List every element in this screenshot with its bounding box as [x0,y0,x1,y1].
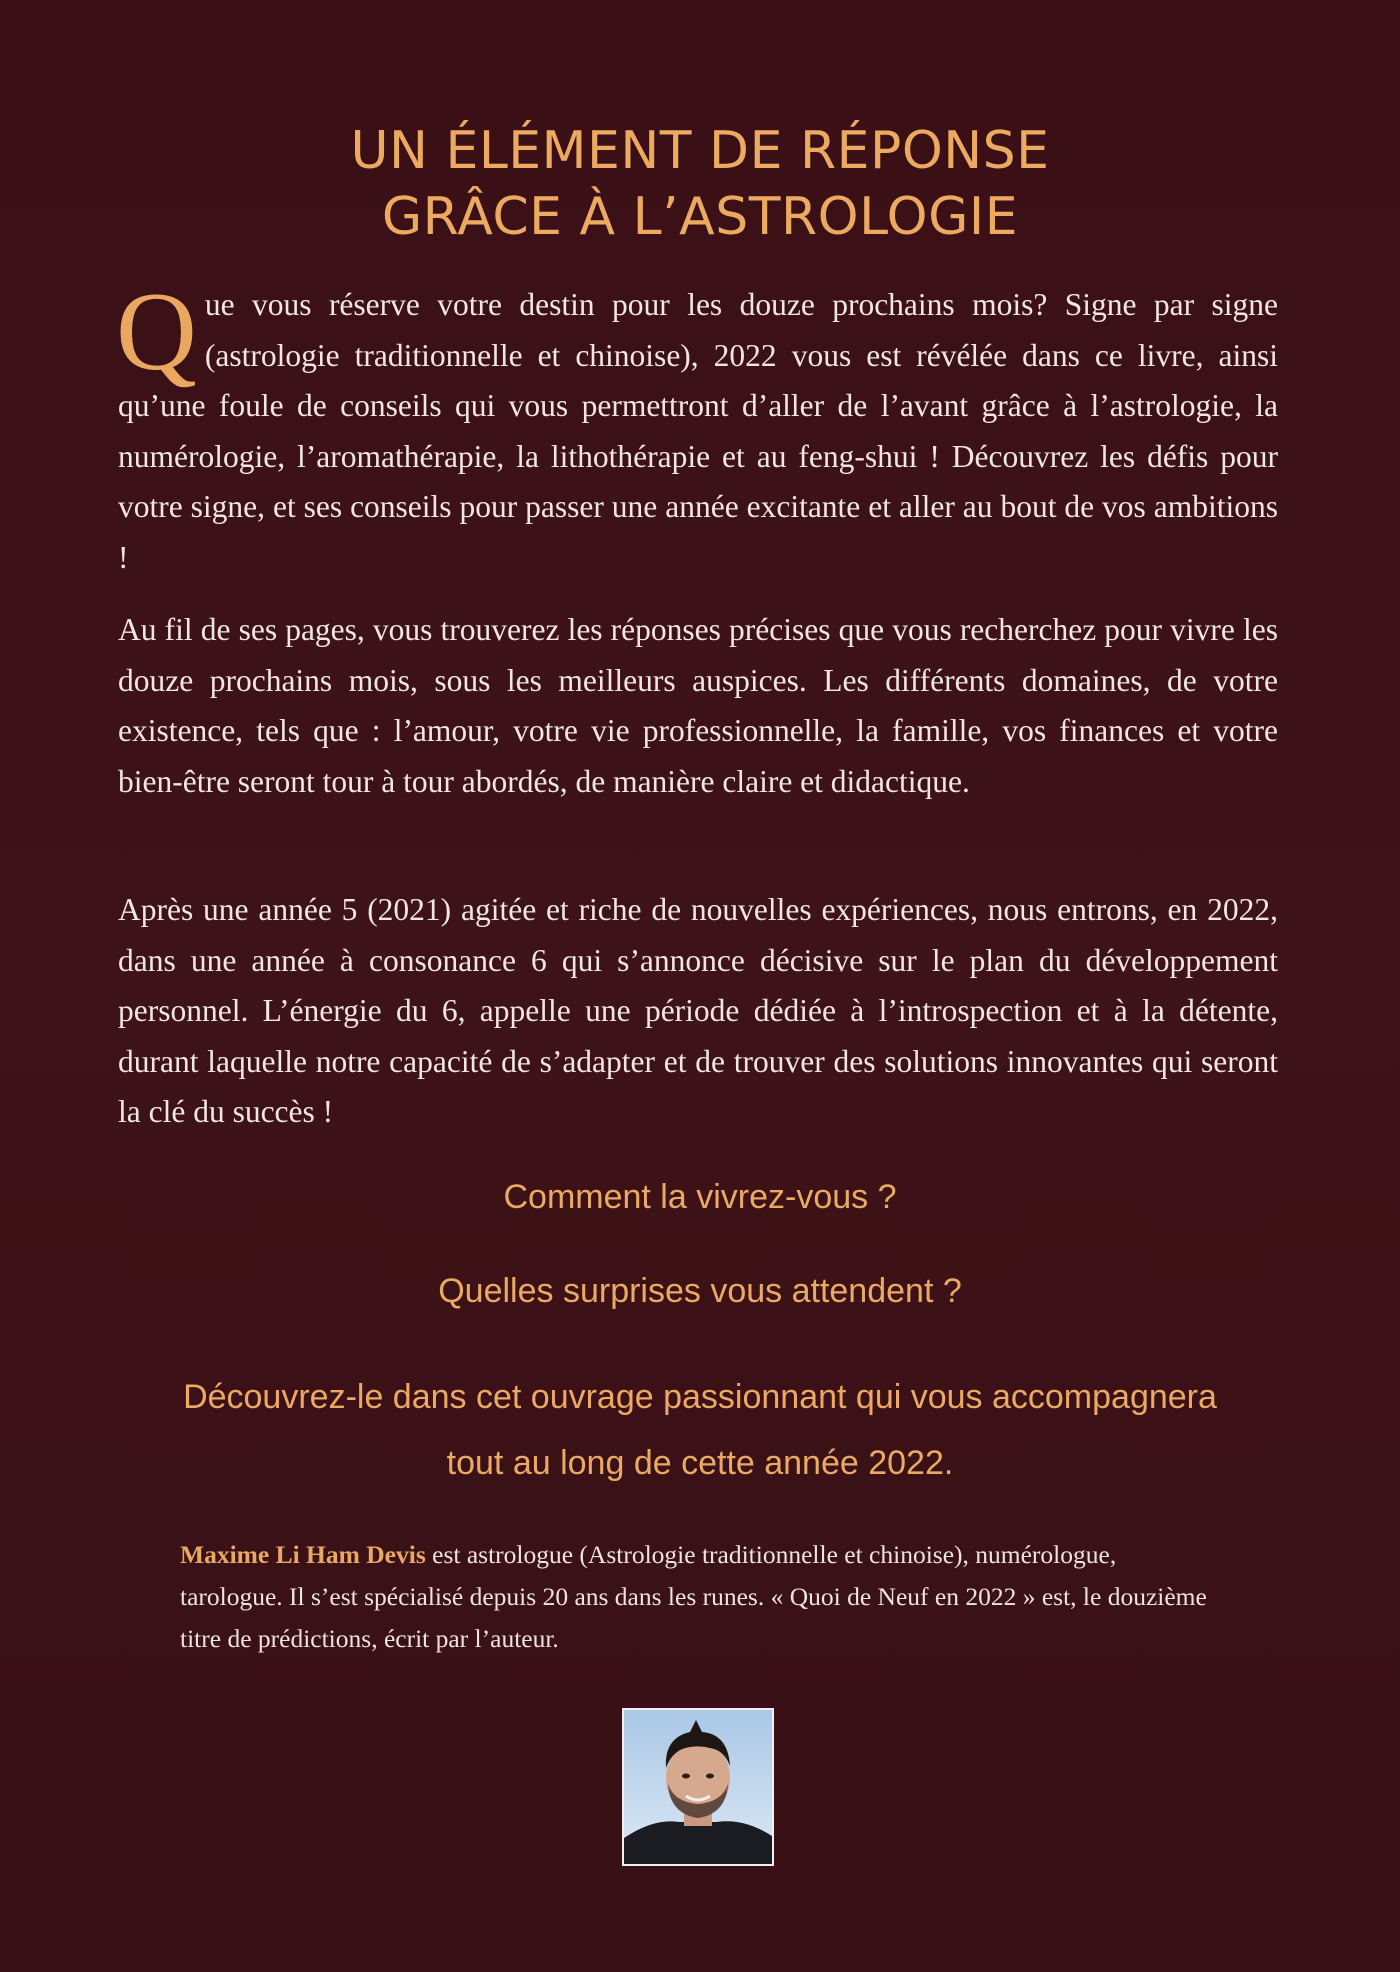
page-title [0,118,1400,250]
title-line-1: UN ÉLÉMENT DE RÉPONSE [350,121,1050,181]
callout-question-2: Quelles surprises vous attendent ? [438,1272,962,1310]
intro-paragraph [116,270,1278,583]
second-paragraph: Au fil de ses pages, vous trouverez les réponses précises que vous recherchez pour vivre les douze prochains mois, sous les meilleurs auspices. Les différents domaines, de votre existence, tels que : l’amour, votre vie professionnelle, la famille, vos finances et votre bien-être seront tour à tour abordés, de manière claire et didactique. [118,612,1278,799]
third-paragraph: Après une année 5 (2021) agitée et riche de nouvelles expériences, nous entrons, en 2022, dans une année à consonance 6 qui s’annonce décisive sur le plan du développement personnel. L’énergie du 6, appelle une période dédiée à l’introspection et à la détente, durant laquelle notre capacité de s’adapter et de trouver des solutions innovantes qui seront la clé du succès ! [118,892,1278,1129]
callout-conclusion-line-1: Découvrez-le dans cet ouvrage passionnant qui vous accompagnera [183,1378,1217,1416]
author-photo [622,1708,774,1866]
intro-paragraph-text: ue vous réserve votre destin pour les douze prochains mois? Signe par signe (astrologie traditionnelle et chinoise), 2022 vous est révélée dans ce livre, ainsi qu’une foule de conseils qui vous permettront d’aller de l’avant grâce à l’astrologie, la numérologie, l’aromathérapie, la lithothérapie et au feng-shui ! Découvrez les défis pour votre signe, et ses conseils pour passer une année excitante et aller au bout de vos ambitions ! [118,287,1278,575]
author-bio [180,1534,1220,1660]
callout-conclusion-line-2: tout au long de cette année 2022. [446,1444,954,1482]
author-name: Maxime Li Ham Devis [180,1540,426,1569]
author-bio-text: est astrologue (Astrologie traditionnelle et chinoise), numérologue, tarologue. Il s’est spécialisé depuis 20 ans dans les runes. « Quoi de Neuf en 2022 » est, le douzième titre de prédictions, écrit par l’auteur. [180,1540,1207,1653]
author-portrait-image [624,1710,772,1864]
title-line-2: GRÂCE À L’ASTROLOGIE [381,187,1019,247]
callout-question-1: Comment la vivrez-vous ? [503,1178,897,1216]
drop-cap: Q [116,270,197,394]
callout-conclusion [0,1364,1400,1496]
